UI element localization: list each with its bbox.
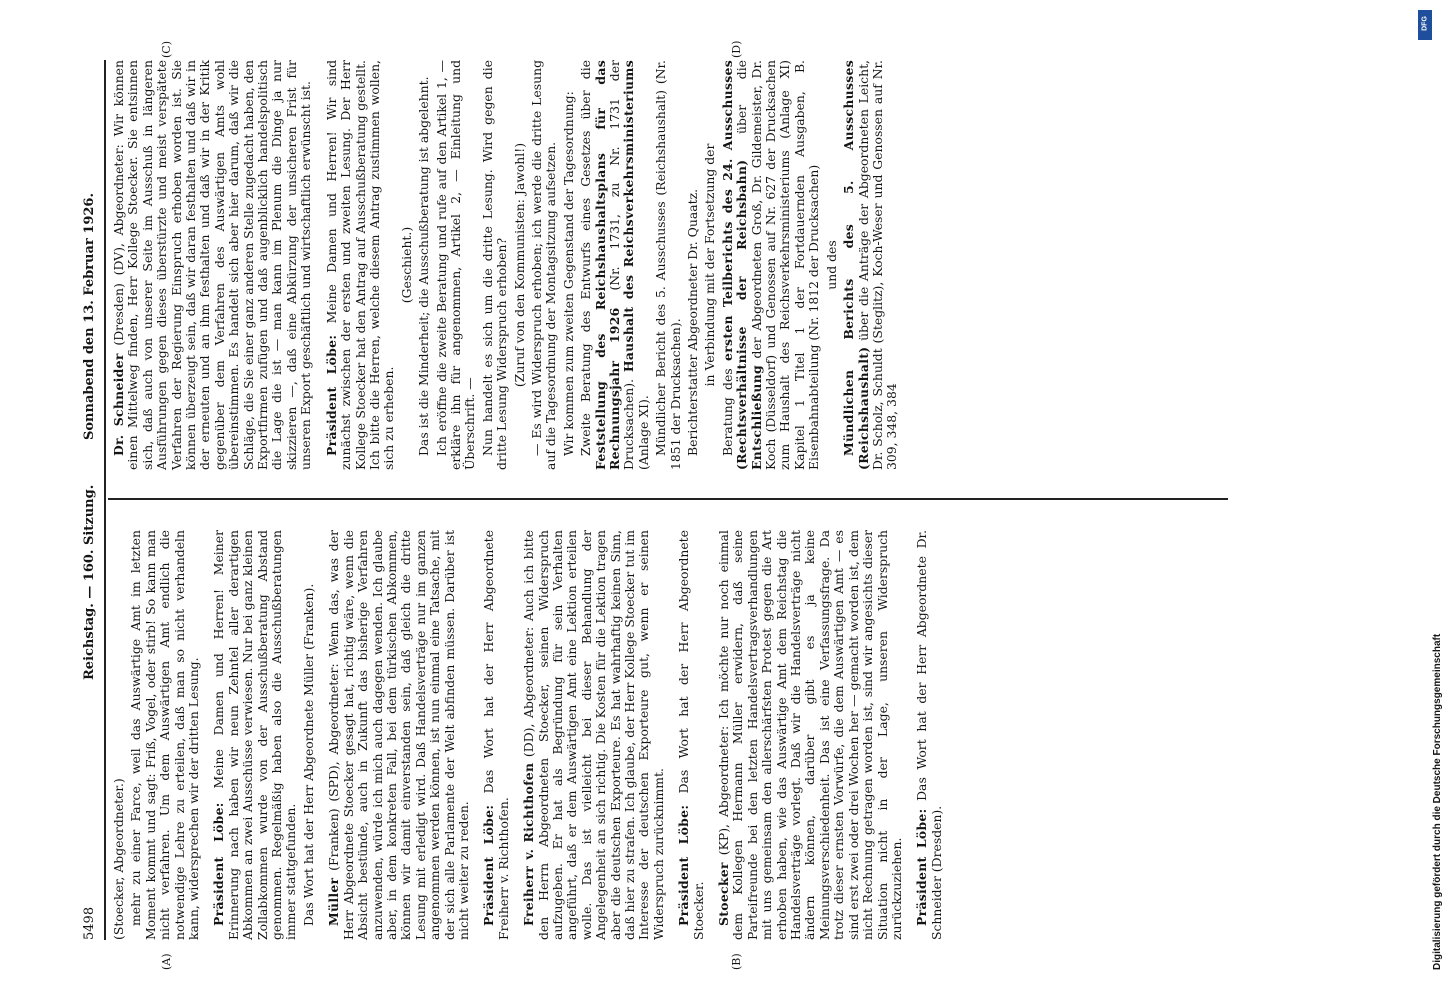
dfg-logo xyxy=(1418,10,1432,40)
paragraph: Ich eröffne die zweite Beratung und rufe auf den Artikel 1, — erkläre ihn für angenommen, Artikel 2, — Einleitung und Überschrift. — xyxy=(433,60,478,470)
speech-text: (Franken) (SPD), Abgeordneter: Wenn das, was der Herr Abgeordnete Stoecker gesagt hat, richtig wäre, wenn die Absicht bestünde, auch in Zukunft das bisherige Verfahren anzuwenden, würde ich mich auch dagegen wenden. Ich glaube aber, in dem konkreten Fall, bei dem türkischen Abkommen, können wir damit einverstanden sein, daß gleich die dritte Lesung mit erledigt wird. Daß Handelsverträge nur im ganzen angenommen werden können, ist nun einmal eine Tatsache, mit der sich alle Parlamente der Welt abfinden müssen. Darüber ist nicht weiter zu reden. xyxy=(326,530,471,940)
agenda-bold-text: Entschließung xyxy=(748,365,764,470)
speaker-name: Präsident Löbe: xyxy=(481,804,497,926)
speech-paragraph xyxy=(327,530,471,940)
speech-paragraph xyxy=(717,530,904,940)
paragraph: — Es wird Widerspruch erhoben; ich werde die dritte Lesung auf die Tagesordnung der Montagsitzung aufsetzen. xyxy=(528,60,559,470)
margin-mark-b: (B) xyxy=(730,953,743,970)
agenda-paragraph xyxy=(579,60,651,470)
paragraph: Wir kommen zum zweiten Gegenstand der Tagesordnung: xyxy=(560,91,576,456)
speaker-name: Präsident Löbe: xyxy=(211,802,227,926)
side-credit xyxy=(1418,10,1443,990)
speech-paragraph xyxy=(522,530,666,940)
agenda-text: (Anlage XI). xyxy=(635,395,651,470)
paragraph: mehr zu einer Farce, weil das Auswärtige Amt im letzten Moment kommt und sagt: Friß, Vogel, oder stirb! So kann man nicht verfahren. Um dem Auswärtigen Amt endlich die notwendige Lehre zu erteilen, daß man so nicht verhandeln kann, widersprechen wir der dritten Lesung. xyxy=(128,530,202,940)
speech-paragraph xyxy=(212,530,298,940)
speech-paragraph xyxy=(677,530,706,940)
speech-text: (DD), Abgeordneter: Auch ich bitte den Herrn Abgeordneten Stoecker, seinen Widerspruch aufzugeben. Er hat als Begründung für sein Verhalten angeführt, daß er dem Auswärtigen Amt eine Lektion erteilen wolle. Das ist vielleicht bei dieser Behandlung der Angelegenheit an sich richtig. Die Kosten für die Lektion tragen aber die deutschen Exporteure. Es hat wahrhaftig keinen Sinn, daß hier zu strafen. Ich glaube, der Herr Kollege Stoecker tut im Interesse der deutschen Exporteure gut, wenn er seinen Widerspruch zurücknimmt. xyxy=(521,530,666,940)
paragraph: Das Wort hat der Herr Abgeordnete Müller (Franken). xyxy=(300,583,316,926)
margin-mark-d: (D) xyxy=(730,40,743,58)
margin-mark-a: (A) xyxy=(160,953,173,970)
speaker-name: Präsident Löbe: xyxy=(323,334,339,456)
agenda-text: über die xyxy=(734,60,750,160)
speech-text: Meine Damen und Herren! Meiner Erinnerung nach haben wir neun Zehntel aller derartigen Abkommen an zwei Ausschüsse verwiesen. Nur bei ganz kleinen Zollabkommen wurde von der Ausschußberatung Abstand genommen. Regelmäßig haben also die Ausschußberatungen immer stattgefunden. xyxy=(211,529,299,940)
session-title: Reichstag. — 160. Sitzung. xyxy=(82,484,97,680)
speaker-name: Freiherr v. Richthofen xyxy=(521,762,537,926)
speech-text: Meine Damen und Herren! Wir sind zunächst zwischen der ersten und zweiten Lesung. Der Herr Kollege Stoecker hat den Antrag auf Ausschußberatung gestellt. Ich bitte die Herren, welche diesem Antrag zustimmen wollen, sich zu erheben. xyxy=(323,60,397,470)
agenda-bold-text: ersten Teilberichts des 24. Ausschusses (Rechtsverhältnisse der Reichsbahn) xyxy=(719,60,750,470)
stage-direction: und des xyxy=(823,240,839,290)
speech-text: Das Wort hat der Herr Abgeordnete Freiherr v. Richthofen. xyxy=(481,530,511,940)
agenda-text: über die Anträge der Abgeordneten Leicht, Dr. Scholz, Schuldt (Steglitz), Koch-Weser und Genossen auf Nr. 309, 348, 384 xyxy=(855,60,900,470)
speaker-name: Stoecker xyxy=(716,862,732,926)
agenda-paragraph xyxy=(721,60,822,470)
agenda-bold-text: Feststellung des Reichshaushaltsplans für das Rechnungsjahr 1926 xyxy=(592,60,622,470)
right-column xyxy=(112,60,1262,470)
speech-paragraph xyxy=(325,60,397,470)
agenda-text: Beratung des xyxy=(719,360,735,456)
paragraph: Mündlicher Bericht des 5. Ausschusses (Reichshaushalt) (Nr. 1851 der Drucksachen). xyxy=(653,60,683,470)
margin-mark-c: (C) xyxy=(160,41,173,58)
paragraph: Das ist die Minderheit; die Ausschußberatung ist abgelehnt. xyxy=(416,76,432,456)
agenda-text: Zweite Beratung des Entwurfs eines Gesetzes über die xyxy=(578,60,594,456)
paragraph: Nun handelt es sich um die dritte Lesung. Wird gegen die dritte Lesung Widerspruch erhoben? xyxy=(479,60,510,470)
speaker-name: Müller xyxy=(326,877,342,926)
agenda-text: (Nr. 1731, zu Nr. 1731 der Drucksachen). xyxy=(607,60,637,470)
speech-text: (KP), Abgeordneter: Ich möchte nur noch einmal dem Kollegen Hermann Müller erwidern, daß seine Parteifreunde bei den letzten Handelsvertragsverhandlungen mit uns gemeinsam den allerschärfsten Protest gegen die Art erhoben haben, wie das Auswärtige Amt dem Reichstag die Handelsverträge vorlegt. Daß wir die Handelsverträge nicht ändern können, darüber gibt es ja keine Meinungsverschiedenheit. Das ist eine Verfassungsfrage. Da trotz dieser ernsten Vorwürfe, die dem Auswärtigen Amt — es sind erst zwei oder drei Wochen her — gemacht worden ist, dem nicht Rechnung getragen worden ist, sind wir angesichts dieser Situation nicht in der Lage, unseren Widerspruch zurückzuziehen. xyxy=(716,530,904,940)
agenda-paragraph xyxy=(842,60,900,470)
running-head: (Stoecker, Abgeordneter.) xyxy=(111,778,126,940)
funding-credit-text: Digitalisierung gefördert durch die Deutsche Forschungsgemeinschaft xyxy=(1432,633,1443,970)
dfg-logo-text: DFG xyxy=(1421,16,1429,31)
stage-direction: (Geschieht.) xyxy=(398,226,414,304)
agenda-bold-text: Haushalt des Reichsverkehrsministeriums xyxy=(621,60,637,373)
stage-direction: in Verbindung mit der Fortsetzung der xyxy=(702,143,718,387)
page-number: 5498 xyxy=(82,906,97,940)
left-column xyxy=(112,530,1262,940)
page-header xyxy=(80,60,102,940)
speech-paragraph xyxy=(915,530,944,940)
session-date: Sonnabend den 13. Februar 1926. xyxy=(82,193,97,440)
speech-paragraph xyxy=(112,60,314,470)
column-rule xyxy=(108,499,1228,501)
speech-paragraph xyxy=(482,530,511,940)
speaker-name: Dr. Schneider xyxy=(111,353,126,456)
speech-text: Das Wort hat der Herr Abgeordnete Dr. Schneider (Dresden). xyxy=(914,529,944,940)
header-rule xyxy=(104,60,106,940)
speaker-name: Präsident Löbe: xyxy=(914,808,930,926)
paragraph: Berichterstatter Abgeordneter Dr. Quaatz. xyxy=(685,188,701,456)
scanned-page xyxy=(80,40,1300,970)
stage-direction: (Zuruf von den Kommunisten: Jawohl!) xyxy=(511,142,527,388)
speaker-name: Präsident Löbe: xyxy=(676,804,692,926)
agenda-bold-text: Mündlichen Berichts des 5. Ausschusses (Reichshaushalt) xyxy=(841,60,871,470)
agenda-text: der Abgeordneten Groß, Dr. Gildemeister, Dr. Koch (Düsseldorf) und Genossen auf Nr. 627 der Drucksachen zum Haushalt des Reichsverkehrsministeriums (Anlage XI) Kapitel 1 Titel 1 der Fortdauernden Ausgaben, B. Eisenbahnabteilung (Nr. 1812 der Drucksachen) xyxy=(748,60,822,470)
speech-text: Das Wort hat der Herr Abgeordnete Stoecker. xyxy=(676,530,706,940)
speech-text: (Dresden) (DV), Abgeordneter: Wir können einen Mittelweg finden, Herr Kollege Stoecker. Sie entsinnen sich, daß auch von unserer Seite im Ausschuß in längeren Ausführungen gegen dieses überstürzte und meist verspätete Verfahren der Regierung Einspruch erhoben worden ist. Sie können überzeugt sein, daß wir daran festhalten und daß wir in der erneuten und an ihm festhalten und daß wir in der Kritik gegenüber dem Verfahren des Auswärtigen Amts wohl übereinstimmen. Es handelt sich aber hier darum, daß wir die Schläge, die Sie einer ganz anderen Stelle zugedacht haben, den Exportfirmen zufügen und daß augenblicklich handelspolitisch die Lage die ist — man kann im Plenum die Dinge ja nur skizzieren —, daß eine Abkürzung der unsicheren Frist für unseren Export geschäftlich und wirtschaftlich erwünscht ist. xyxy=(111,60,314,470)
